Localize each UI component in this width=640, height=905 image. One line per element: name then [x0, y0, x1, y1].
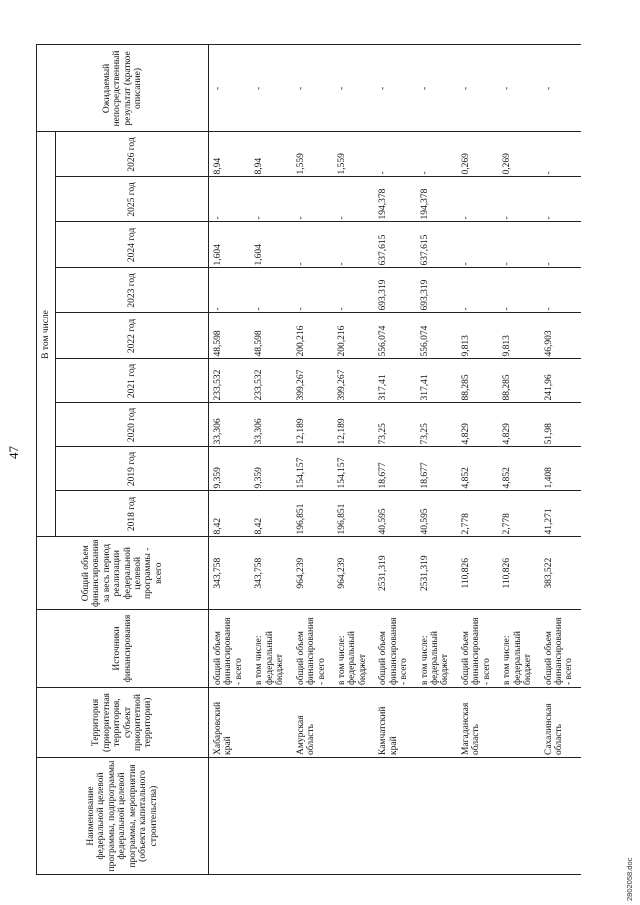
cell-territory — [250, 688, 291, 758]
cell-result: - — [292, 45, 333, 132]
cell-2020: 12,189 — [333, 403, 374, 447]
cell-territory: Сахалинская область — [540, 688, 581, 758]
cell-territory: Амурская область — [292, 688, 333, 758]
cell-name — [209, 758, 251, 875]
cell-2019: 4,852 — [498, 447, 539, 491]
cell-2025: - — [250, 177, 291, 222]
cell-2021: 233,532 — [250, 359, 291, 403]
cell-2026: 1,559 — [333, 132, 374, 177]
table-row — [416, 45, 457, 875]
cell-territory: Камчатский край — [374, 688, 415, 758]
cell-2018: 2,778 — [498, 491, 539, 537]
cell-2021: 88,285 — [457, 359, 498, 403]
cell-2024: - — [540, 222, 581, 268]
cell-2023: - — [540, 268, 581, 313]
cell-2022: 9,813 — [457, 313, 498, 359]
table-row — [292, 45, 333, 875]
header-name: Наименование федеральной целевой программы, подпрограммы федеральной целевой программы, мероприятия (объекта капитального строительства) — [37, 758, 209, 875]
cell-2021: 233,532 — [209, 359, 251, 403]
table-body — [209, 45, 581, 875]
cell-2025: - — [292, 177, 333, 222]
cell-2019: 9,359 — [209, 447, 251, 491]
cell-result: - — [498, 45, 539, 132]
cell-source: в том числе: федеральный бюджет — [333, 610, 374, 688]
cell-source: в том числе: федеральный бюджет — [250, 610, 291, 688]
cell-name — [416, 758, 457, 875]
cell-result: - — [416, 45, 457, 132]
table-row — [250, 45, 291, 875]
cell-2019: 154,157 — [292, 447, 333, 491]
cell-source: в том числе: федеральный бюджет — [498, 610, 539, 688]
cell-name — [498, 758, 539, 875]
cell-2018: 40,595 — [416, 491, 457, 537]
cell-2018: 41,271 — [540, 491, 581, 537]
cell-total: 110,826 — [457, 537, 498, 610]
header-year: 2026 год — [56, 132, 209, 177]
cell-territory — [416, 688, 457, 758]
cell-2022: 46,903 — [540, 313, 581, 359]
header-year: 2019 год — [56, 447, 209, 491]
table-row — [457, 45, 498, 875]
header-sources: Источники финансирования — [37, 610, 209, 688]
header-row — [37, 45, 56, 875]
cell-2022: 556,074 — [416, 313, 457, 359]
header-year: 2021 год — [56, 359, 209, 403]
cell-result: - — [209, 45, 251, 132]
cell-2023: 693,319 — [374, 268, 415, 313]
cell-2025: - — [457, 177, 498, 222]
cell-total: 383,522 — [540, 537, 581, 610]
cell-2025: 194,378 — [416, 177, 457, 222]
financing-table — [36, 44, 581, 875]
cell-name — [457, 758, 498, 875]
cell-2020: 33,306 — [209, 403, 251, 447]
cell-2019: 154,157 — [333, 447, 374, 491]
page-number: 47 — [6, 446, 21, 459]
cell-source: общий объем финансирования - всего — [457, 610, 498, 688]
cell-name — [333, 758, 374, 875]
cell-2022: 9,813 — [498, 313, 539, 359]
cell-2018: 196,851 — [333, 491, 374, 537]
cell-2023: - — [457, 268, 498, 313]
cell-result: - — [250, 45, 291, 132]
cell-2021: 317,41 — [416, 359, 457, 403]
header-year: 2024 год — [56, 222, 209, 268]
cell-2024: - — [333, 222, 374, 268]
cell-2023: - — [498, 268, 539, 313]
cell-name — [374, 758, 415, 875]
header-including: В том числе — [37, 132, 56, 537]
cell-2020: 51,98 — [540, 403, 581, 447]
cell-2024: 1,604 — [209, 222, 251, 268]
header-year: 2023 год — [56, 268, 209, 313]
cell-2026: 8,94 — [250, 132, 291, 177]
cell-2026: - — [416, 132, 457, 177]
cell-2022: 48,598 — [209, 313, 251, 359]
cell-result: - — [333, 45, 374, 132]
cell-2020: 4,829 — [498, 403, 539, 447]
cell-2021: 399,267 — [333, 359, 374, 403]
cell-2019: 1,408 — [540, 447, 581, 491]
cell-2021: 399,267 — [292, 359, 333, 403]
cell-territory — [333, 688, 374, 758]
cell-2024: - — [498, 222, 539, 268]
cell-2025: - — [540, 177, 581, 222]
cell-2019: 9,359 — [250, 447, 291, 491]
cell-2023: - — [209, 268, 251, 313]
cell-total: 964,239 — [292, 537, 333, 610]
table-row — [333, 45, 374, 875]
header-year: 2022 год — [56, 313, 209, 359]
cell-source: общий объем финансирования - всего — [292, 610, 333, 688]
cell-2021: 241,96 — [540, 359, 581, 403]
cell-2021: 317,41 — [374, 359, 415, 403]
header-total: Общий объем финансирования за весь период реализации федеральной целевой программы - всего — [37, 537, 209, 610]
cell-2019: 4,852 — [457, 447, 498, 491]
cell-total: 964,239 — [333, 537, 374, 610]
cell-source: в том числе: федеральный бюджет — [416, 610, 457, 688]
cell-2020: 73,25 — [416, 403, 457, 447]
cell-2025: - — [333, 177, 374, 222]
cell-2023: - — [292, 268, 333, 313]
cell-2023: - — [333, 268, 374, 313]
cell-result: - — [374, 45, 415, 132]
cell-2023: 693,319 — [416, 268, 457, 313]
cell-2026: 1,559 — [292, 132, 333, 177]
cell-source: общий объем финансирования - всего — [540, 610, 581, 688]
cell-2025: - — [498, 177, 539, 222]
table-row — [209, 45, 251, 875]
cell-2024: - — [292, 222, 333, 268]
cell-2022: 200,216 — [292, 313, 333, 359]
table-row — [374, 45, 415, 875]
cell-total: 2531,319 — [416, 537, 457, 610]
cell-total: 343,758 — [209, 537, 251, 610]
cell-source: общий объем финансирования - всего — [374, 610, 415, 688]
cell-2018: 8,42 — [209, 491, 251, 537]
cell-2020: 4,829 — [457, 403, 498, 447]
cell-2025: 194,378 — [374, 177, 415, 222]
cell-territory: Магаданская область — [457, 688, 498, 758]
cell-2024: 637,615 — [374, 222, 415, 268]
cell-name — [250, 758, 291, 875]
cell-result: - — [540, 45, 581, 132]
table-row — [498, 45, 539, 875]
cell-2019: 18,677 — [416, 447, 457, 491]
cell-name — [540, 758, 581, 875]
cell-2026: 8,94 — [209, 132, 251, 177]
cell-2023: - — [250, 268, 291, 313]
cell-2024: 637,615 — [416, 222, 457, 268]
cell-result: - — [457, 45, 498, 132]
cell-total: 2531,319 — [374, 537, 415, 610]
header-result: Ожидаемый непосредственный результат (краткое описание) — [37, 45, 209, 132]
header-year: 2020 год — [56, 403, 209, 447]
cell-2026: 0,269 — [498, 132, 539, 177]
cell-total: 343,758 — [250, 537, 291, 610]
cell-2025: - — [209, 177, 251, 222]
cell-2020: 33,306 — [250, 403, 291, 447]
cell-2018: 2,778 — [457, 491, 498, 537]
footer-doc-code: 2802058.doc — [625, 857, 634, 901]
cell-source: общий объем финансирования - всего — [209, 610, 251, 688]
cell-2018: 40,595 — [374, 491, 415, 537]
cell-2024: 1,604 — [250, 222, 291, 268]
cell-2018: 196,851 — [292, 491, 333, 537]
table-row — [540, 45, 581, 875]
cell-territory: Хабаровский край — [209, 688, 251, 758]
cell-2026: - — [540, 132, 581, 177]
cell-2022: 200,216 — [333, 313, 374, 359]
cell-2022: 48,598 — [250, 313, 291, 359]
cell-2022: 556,074 — [374, 313, 415, 359]
cell-2018: 8,42 — [250, 491, 291, 537]
header-year: 2018 год — [56, 491, 209, 537]
cell-2024: - — [457, 222, 498, 268]
cell-2026: 0,269 — [457, 132, 498, 177]
cell-2019: 18,677 — [374, 447, 415, 491]
cell-2020: 12,189 — [292, 403, 333, 447]
cell-name — [292, 758, 333, 875]
cell-2021: 88,285 — [498, 359, 539, 403]
cell-2020: 73,25 — [374, 403, 415, 447]
cell-total: 110,826 — [498, 537, 539, 610]
header-year: 2025 год — [56, 177, 209, 222]
header-territory: Территория (приоритетная территория, субъект приоритетной территории) — [37, 688, 209, 758]
cell-territory — [498, 688, 539, 758]
cell-2026: - — [374, 132, 415, 177]
